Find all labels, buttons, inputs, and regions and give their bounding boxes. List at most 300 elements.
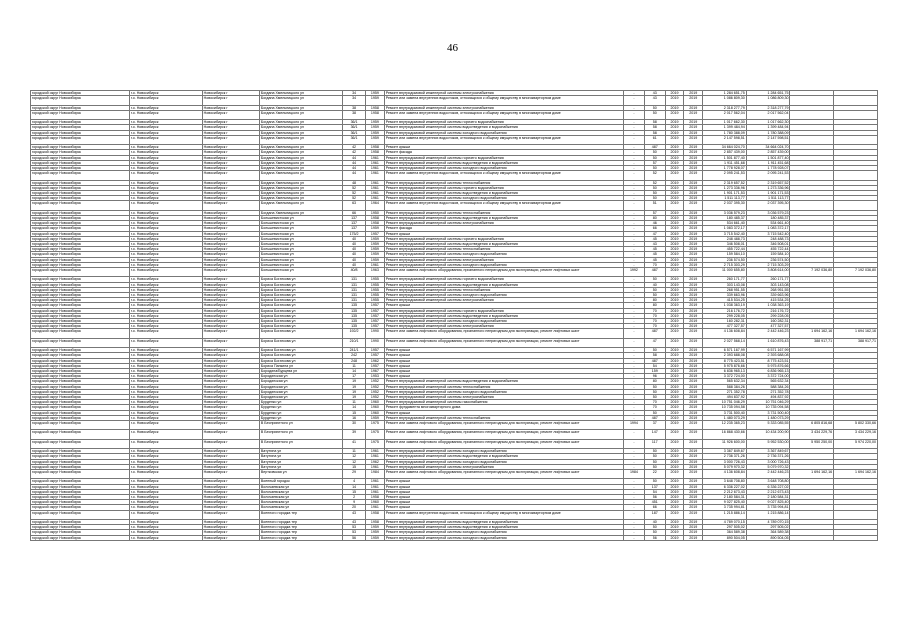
cell-start-year: 2019 [665,226,684,231]
cell-house: 14 [343,369,366,374]
cell-fund-cost: 1 215 886,14 [746,510,790,519]
cell-wear: 487 [644,329,665,338]
cell-city: Новосибирск г [202,96,259,105]
cell-year: 1961 [366,160,385,165]
cell-work-type: Ремонт крыши [384,410,623,415]
cell-house: 135 [343,324,366,329]
cell-commission-year: - [624,384,645,389]
cell-house: 135 [343,308,366,313]
cell-wear: 50 [644,287,665,292]
cell-year: 1952 [366,384,385,389]
cell-house: 63 [343,201,366,210]
cell-extra-cost-b: 5 974 220,00 [834,439,878,448]
cell-street: Бориса Богаткова ул [259,282,342,287]
cell-year: 1959 [366,135,385,144]
cell-district: г.о. Новосибирск [129,449,202,454]
cell-work-type: Ремонт или замена внутренних водостоков, относящихся к общему имуществу в многоквартирном доме [384,201,623,210]
cell-start-year: 2019 [665,389,684,394]
cell-district: г.о. Новосибирск [129,324,202,329]
cell-street: Вертковская ул [259,470,342,479]
cell-start-year: 2019 [665,363,684,368]
cell-total-cost: 10 735 094,58 [703,405,747,410]
cell-house: 44 [343,160,366,165]
cell-year: 1955 [366,298,385,303]
cell-start-year: 2019 [665,348,684,353]
cell-work-type: Ремонт внутридомовой инженерной системы электроснабжения [384,257,623,262]
cell-start-year: 2019 [665,91,684,96]
cell-street: Бурденко ул [259,410,342,415]
cell-commission-year: 1994 [624,421,645,430]
cell-wear: 66 [644,505,665,510]
cell-commission-year: - [624,180,645,185]
cell-year: 1961 [366,196,385,201]
cell-extra-cost-a: 388 917,71 [790,338,834,347]
cell-district: г.о. Новосибирск [129,348,202,353]
cell-commission-year: - [624,130,645,135]
cell-start-year: 2019 [665,384,684,389]
cell-fund-cost: 2 037 395,30 [746,201,790,210]
cell-fund-cost: 3 367 849,67 [746,449,790,454]
cell-district: г.о. Новосибирск [129,262,202,267]
cell-end-year: 2019 [684,171,703,180]
cell-start-year: 2019 [665,525,684,530]
cell-wear: 45 [644,257,665,262]
cell-work-type: Ремонт крыши [384,500,623,505]
cell-work-type: Ремонт внутридомовой инженерной системы водоотведения и водоснабжения [384,525,623,530]
cell-end-year: 2019 [684,242,703,247]
cell-house: 131 [343,293,366,298]
cell-fund-cost: 260 171,77 [746,277,790,282]
cell-start-year: 2019 [665,395,684,400]
cell-wear: 80 [644,379,665,384]
cell-street: Бориса Богаткова ул [259,358,342,363]
cell-wear: 22 [644,470,665,479]
cell-commission-year: - [624,484,645,489]
cell-fund-cost: 1 778 928,07 [746,166,790,171]
cell-wear: 45 [644,252,665,257]
cell-street: В Бесприютного ул [259,439,342,448]
cell-total-cost: 6 571 167,99 [703,348,747,353]
cell-start-year: 2019 [665,421,684,430]
cell-work-type: Ремонт внутридомовой инженерной системы теплоснабжения [384,210,623,215]
cell-year: 1957 [366,324,385,329]
cell-municipality: городской округ Новосибирск [31,236,130,241]
cell-fund-cost: 216 176,72 [746,308,790,313]
cell-start-year: 2019 [665,454,684,459]
cell-wear: 47 [644,338,665,347]
cell-city: Новосибирск г [202,91,259,96]
cell-street: Большевистская ул [259,226,342,231]
cell-municipality: городской округ Новосибирск [31,293,130,298]
cell-end-year: 2019 [684,430,703,439]
cell-end-year: 2019 [684,185,703,190]
cell-municipality: городской округ Новосибирск [31,484,130,489]
cell-commission-year: - [624,226,645,231]
cell-fund-cost: 1 780 388,09 [746,130,790,135]
cell-extra-cost-b [834,510,878,519]
cell-wear: 70 [644,308,665,313]
cell-work-type: Ремонт внутридомовой инженерной системы водоотведения и водоснабжения [384,282,623,287]
cell-total-cost: 2 037 395,30 [703,201,747,210]
cell-year: 1961 [366,185,385,190]
cell-end-year: 2019 [684,479,703,484]
cell-street: Богдана Хмельницкого ул [259,166,342,171]
cell-district: г.о. Новосибирск [129,298,202,303]
cell-year: 1961 [366,191,385,196]
repair-program-table [30,90,878,541]
cell-district: г.о. Новосибирск [129,145,202,150]
cell-house: 135 [343,313,366,318]
cell-district: г.о. Новосибирск [129,216,202,221]
table-row [31,421,878,430]
cell-total-cost: 303 143,08 [703,282,747,287]
cell-house: 19 [343,395,366,400]
cell-wear: 50 [644,110,665,119]
cell-work-type: Ремонт внутридомовой инженерной системы теплоснабжения [384,180,623,185]
cell-wear: 70 [644,313,665,318]
cell-district: г.о. Новосибирск [129,500,202,505]
cell-work-type: Ремонт внутридомовой инженерной системы холодного водоснабжения [384,166,623,171]
cell-work-type: Ремонт или замена внутренних водостоков, относящихся к общему имуществу в многоквартирном доме [384,96,623,105]
table-row [31,201,878,210]
cell-wear: 52 [644,171,665,180]
cell-start-year: 2019 [665,303,684,308]
cell-street: Большевистская ул [259,262,342,267]
cell-start-year: 2019 [665,210,684,215]
cell-street: Ватутина ул [259,449,342,454]
cell-city: Новосибирск г [202,226,259,231]
cell-city: Новосибирск г [202,464,259,469]
cell-district: г.о. Новосибирск [129,464,202,469]
cell-total-cost: 2 095 241,53 [703,171,747,180]
cell-commission-year: - [624,395,645,400]
cell-wear: 70 [644,400,665,405]
cell-district: г.о. Новосибирск [129,293,202,298]
cell-municipality: городской округ Новосибирск [31,500,130,505]
cell-city: Новосибирск г [202,242,259,247]
cell-start-year: 2019 [665,110,684,119]
cell-district: г.о. Новосибирск [129,484,202,489]
cell-city: Новосибирск г [202,479,259,484]
cell-wear: 50 [644,530,665,535]
cell-street: Большевистская ул [259,257,342,262]
cell-wear: 61 [644,135,665,144]
cell-extra-cost-b [834,135,878,144]
cell-fund-cost: 180 485,37 [746,216,790,221]
cell-work-type: Ремонт внутридомовой инженерной системы холодного водоснабжения [384,262,623,267]
cell-fund-cost: 3 648 708,80 [746,479,790,484]
cell-wear: 37 [644,421,665,430]
cell-fund-cost: 1 284 651,75 [746,91,790,96]
cell-commission-year: - [624,96,645,105]
cell-house: 131 [343,298,366,303]
cell-street: Большевистская ул [259,216,342,221]
cell-year: 1961 [366,262,385,267]
cell-municipality: городской округ Новосибирск [31,185,130,190]
cell-district: г.о. Новосибирск [129,196,202,201]
cell-extra-cost-b [834,535,878,540]
cell-work-type: Ремонт или замена лифтового оборудования, признанного непригодным для эксплуатации, ремонт лифтовых шахт [384,439,623,448]
cell-commission-year: - [624,210,645,215]
cell-year: 1959 [366,257,385,262]
cell-extra-cost-a [790,96,834,105]
cell-street: Военного городка тер [259,530,342,535]
cell-street: Бориса Богаткова ул [259,348,342,353]
cell-total-cost: 1 778 928,07 [703,166,747,171]
cell-street: Ватутина ул [259,454,342,459]
cell-district: г.о. Новосибирск [129,130,202,135]
cell-work-type: Ремонт крыши [384,489,623,494]
cell-end-year: 2019 [684,191,703,196]
cell-start-year: 2019 [665,530,684,535]
cell-commission-year: - [624,247,645,252]
cell-extra-cost-b: 3 434 229,16 [834,430,878,439]
cell-city: Новосибирск г [202,384,259,389]
cell-total-cost: 2 393 688,08 [703,353,747,358]
cell-wear: 50 [644,479,665,484]
cell-total-cost: 216 176,72 [703,308,747,313]
cell-work-type: Ремонт крыши [384,484,623,489]
cell-end-year: 2019 [684,525,703,530]
cell-start-year: 2019 [665,495,684,500]
cell-municipality: городской округ Новосибирск [31,252,130,257]
cell-end-year: 2019 [684,287,703,292]
cell-city: Новосибирск г [202,110,259,119]
cell-city: Новосибирск г [202,363,259,368]
cell-total-cost: 180 485,37 [703,216,747,221]
cell-house: 40 [343,262,366,267]
cell-extra-cost-b: 7 192 036,80 [834,268,878,277]
cell-commission-year: - [624,120,645,125]
cell-street: Волочаевская ул [259,505,342,510]
cell-city: Новосибирск г [202,221,259,226]
cell-total-cost: 565 632,34 [703,379,747,384]
cell-commission-year: - [624,410,645,415]
cell-start-year: 2019 [665,247,684,252]
cell-total-cost: 534 661,40 [703,221,747,226]
cell-end-year: 2019 [684,135,703,144]
cell-end-year: 2019 [684,298,703,303]
cell-commission-year: - [624,363,645,368]
cell-year: 1958 [366,495,385,500]
cell-district: г.о. Новосибирск [129,277,202,282]
cell-house: 2 [343,495,366,500]
cell-end-year: 2019 [684,400,703,405]
cell-municipality: городской округ Новосибирск [31,298,130,303]
cell-fund-cost: 364 589,38 [746,530,790,535]
cell-wear: 50 [644,155,665,160]
cell-wear: 50 [644,449,665,454]
cell-commission-year: - [624,415,645,420]
cell-municipality: городской округ Новосибирск [31,110,130,119]
cell-work-type: Ремонт внутридомовой инженерной системы холодного водоснабжения [384,535,623,540]
cell-end-year: 2019 [684,505,703,510]
cell-district: г.о. Новосибирск [129,110,202,119]
cell-work-type: Ремонт или замена лифтового оборудования, признанного непригодным для эксплуатации, ремонт лифтовых шахт [384,470,623,479]
cell-city: Новосибирск г [202,247,259,252]
cell-municipality: городской округ Новосибирск [31,353,130,358]
cell-fund-cost: 4 789 070,15 [746,520,790,525]
cell-wear: 50 [644,185,665,190]
cell-commission-year: - [624,145,645,150]
cell-commission-year: - [624,185,645,190]
cell-house: 36/1 [343,135,366,144]
cell-total-cost: 1 901 171,53 [703,191,747,196]
cell-work-type: Ремонт или замена лифтового оборудования, признанного непригодным для эксплуатации, ремонт лифтовых шахт [384,329,623,338]
cell-year: 1967 [366,369,385,374]
cell-total-cost: 339 663,96 [703,293,747,298]
cell-commission-year: - [624,535,645,540]
cell-fund-cost: 2 318 277,79 [746,105,790,110]
cell-fund-cost: 2 017 562,04 [746,110,790,119]
cell-wear: 43 [644,242,665,247]
cell-start-year: 2019 [665,324,684,329]
cell-end-year: 2019 [684,510,703,519]
cell-extra-cost-b: 1 694 162,16 [834,470,878,479]
cell-fund-cost: 2 180 584,31 [746,495,790,500]
cell-work-type: Ремонт внутридомовой инженерной системы холодного водоснабжения [384,293,623,298]
cell-fund-cost: 3 000 726,43 [746,459,790,464]
cell-commission-year: - [624,324,645,329]
cell-year: 1961 [366,464,385,469]
cell-total-cost: 346 508,01 [703,242,747,247]
cell-end-year: 2019 [684,166,703,171]
cell-municipality: городской округ Новосибирск [31,155,130,160]
cell-end-year: 2019 [684,363,703,368]
cell-commission-year: - [624,439,645,448]
cell-year: 1959 [366,91,385,96]
cell-city: Новосибирск г [202,216,259,221]
cell-work-type: Ремонт фасада [384,226,623,231]
cell-start-year: 2019 [665,185,684,190]
cell-street: Бурденко ул [259,405,342,410]
table-row [31,135,878,144]
cell-year: 1957 [366,353,385,358]
cell-end-year: 2019 [684,262,703,267]
cell-year: 1958 [366,105,385,110]
cell-wear: 51 [644,201,665,210]
cell-commission-year: - [624,530,645,535]
cell-start-year: 2019 [665,313,684,318]
cell-commission-year: - [624,231,645,236]
cell-year: 1957 [366,348,385,353]
table-row [31,439,878,448]
cell-fund-cost: 2 319 657,52 [746,180,790,185]
cell-district: г.о. Новосибирск [129,353,202,358]
cell-wear: 50 [644,384,665,389]
cell-year: 1961 [366,454,385,459]
cell-end-year: 2019 [684,150,703,155]
page-number: 46 [447,42,458,54]
cell-municipality: городской округ Новосибирск [31,369,130,374]
cell-house: 36/1 [343,130,366,135]
cell-municipality: городской округ Новосибирск [31,171,130,180]
cell-fund-cost: 2 393 688,08 [746,353,790,358]
cell-district: г.о. Новосибирск [129,329,202,338]
cell-wear: 66 [644,226,665,231]
cell-district: г.о. Новосибирск [129,479,202,484]
cell-fund-cost: 34 664 024,70 [746,145,790,150]
cell-municipality: городской округ Новосибирск [31,415,130,420]
cell-street: Бородинская ул [259,384,342,389]
cell-end-year: 2019 [684,379,703,384]
cell-year: 1975 [366,430,385,439]
cell-city: Новосибирск г [202,308,259,313]
cell-year: 1961 [366,489,385,494]
cell-commission-year: - [624,479,645,484]
cell-street: Большевистская ул [259,252,342,257]
cell-end-year: 2019 [684,145,703,150]
cell-city: Новосибирск г [202,454,259,459]
cell-wear: 58 [644,130,665,135]
cell-work-type: Ремонт крыши [384,145,623,150]
cell-house: 19 [343,389,366,394]
cell-fund-cost: 346 508,01 [746,242,790,247]
cell-total-cost: 1 086 809,30 [703,96,747,105]
cell-extra-cost-a: 3 434 229,76 [790,430,834,439]
cell-commission-year: - [624,196,645,201]
cell-extra-cost-a [790,110,834,119]
cell-work-type: Ремонт внутридомовой инженерной системы теплоснабжения [384,247,623,252]
cell-end-year: 2019 [684,535,703,540]
cell-municipality: городской округ Новосибирск [31,379,130,384]
cell-total-cost: 4 136 608,84 [703,470,747,479]
cell-municipality: городской округ Новосибирск [31,242,130,247]
cell-street: Бориса Богаткова ул [259,313,342,318]
cell-municipality: городской округ Новосибирск [31,282,130,287]
cell-district: г.о. Новосибирск [129,374,202,379]
cell-street: Волочаевская ул [259,500,342,505]
cell-city: Новосибирск г [202,510,259,519]
cell-house: 36/1 [343,125,366,130]
cell-commission-year: - [624,313,645,318]
cell-commission-year: - [624,510,645,519]
cell-work-type: Ремонт фундамента многоквартирного дома [384,405,623,410]
cell-municipality: городской округ Новосибирск [31,358,130,363]
cell-street: Богдана Хмельницкого ул [259,125,342,130]
cell-extra-cost-a [790,510,834,519]
cell-wear: 487 [644,415,665,420]
cell-commission-year: - [624,348,645,353]
cell-start-year: 2019 [665,196,684,201]
cell-city: Новосибирск г [202,282,259,287]
cell-end-year: 2019 [684,313,703,318]
cell-year: 1959 [366,242,385,247]
cell-end-year: 2019 [684,500,703,505]
cell-end-year: 2019 [684,384,703,389]
cell-total-cost: 3 731 500,40 [703,410,747,415]
cell-commission-year: - [624,505,645,510]
cell-district: г.о. Новосибирск [129,410,202,415]
cell-start-year: 2019 [665,145,684,150]
cell-year: 1958 [366,216,385,221]
cell-municipality: городской округ Новосибирск [31,105,130,110]
cell-fund-cost: 2 857 439,00 [746,150,790,155]
cell-extra-cost-b: 5 802 330,66 [834,421,878,430]
cell-house: 43 [343,520,366,525]
cell-total-cost: 890 504,05 [703,535,747,540]
cell-wear: 58 [644,353,665,358]
cell-total-cost: 11 000 655,80 [703,268,747,277]
cell-city: Новосибирск г [202,525,259,530]
cell-start-year: 2019 [665,268,684,277]
cell-year: 1959 [366,120,385,125]
cell-end-year: 2019 [684,210,703,215]
cell-start-year: 2019 [665,287,684,292]
cell-district: г.о. Новосибирск [129,268,202,277]
cell-wear: 159 [644,369,665,374]
cell-year: 1952 [366,389,385,394]
